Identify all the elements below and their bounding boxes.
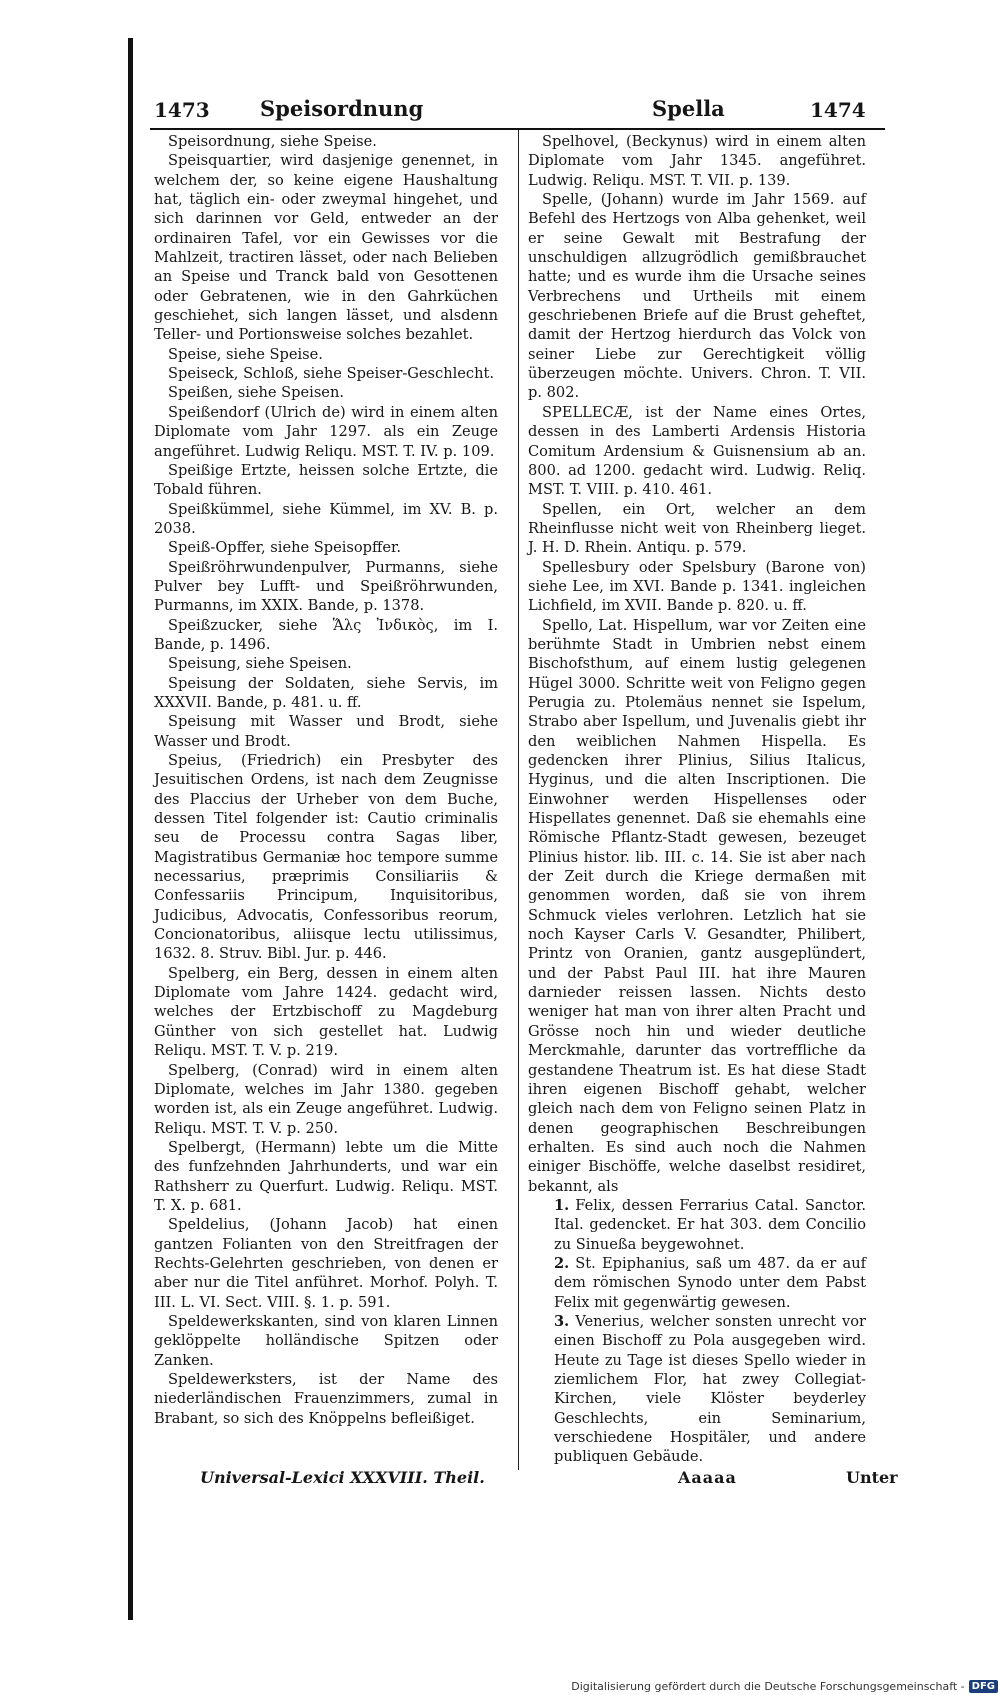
page-number-left: 1473: [154, 98, 210, 122]
book-page: [140, 82, 898, 1602]
lexicon-entry: Speiseck, Schloß, siehe Speiser-Geschlecht.: [168, 365, 494, 383]
lexicon-entry: Speisung der Soldaten, siehe Servis, im XXXVII. Bande, p. 481. u. ff.: [154, 674, 498, 711]
volume-signature: Universal-Lexici XXXVIII. Theil.: [200, 1468, 485, 1487]
header-word-left: Speisordnung: [260, 96, 424, 121]
list-item: [550, 1312, 866, 1467]
lexicon-entry: Speißen, siehe Speisen.: [168, 384, 344, 402]
page-number-right: 1474: [810, 98, 866, 122]
list-item-number: 2.: [554, 1254, 570, 1272]
sheet-mark: Aaaaa: [678, 1468, 737, 1487]
lexicon-entry: Speißige Ertzte, heissen solche Ertzte, die Tobald führen.: [154, 461, 498, 499]
list-item: [550, 1196, 866, 1254]
lexicon-entry: Speißkümmel, siehe Kümmel, im XV. B. p. 2038.: [154, 500, 498, 537]
lexicon-entry: Speißzucker, siehe Ἅλς Ἰνδικὸς, im I. Bande, p. 1496.: [154, 616, 498, 653]
lexicon-entry: SPELLECÆ, ist der Name eines Ortes, dessen in des Lamberti Ardensis Historia Comitum Ardensium & Guisnensium ab an. 800. ad 1200. gedacht wird. Ludwig. Reliq. MST. T. VIII. p. 410. 461.: [528, 403, 866, 499]
lexicon-entry: Speißröhrwundenpulver, Purmanns, siehe Pulver bey Lufft- und Speißröhrwunden, Purmanns, im XXIX. Bande, p. 1378.: [154, 558, 498, 615]
scan-binding-edge: [128, 38, 133, 1620]
lexicon-entry: Speisquartier, wird dasjenige genennet, in welchem der, so keine eigene Haushaltung hat, täglich ein- oder zweymal hingehet, und sich darinnen vor Geld, entweder an der ordinairen Tafel, vor ein Gewisses vor die Mahlzeit, tractiren lässet, oder nach Belieben an Speise und Tranck bald von Gesottenen oder Gebratenen, wie in den Gahrküchen geschiehet, sich langen lässet, und alsdenn Teller- und Portionsweise solches bezahlet.: [154, 152, 498, 344]
dfg-logo-icon: DFG: [969, 1680, 998, 1693]
lexicon-entry: Spelbergt, (Hermann) lebte um die Mitte des funfzehnden Jahrhunderts, und war ein Rathsherr zu Querfurt. Ludwig. Reliqu. MST. T. X. p. 681.: [154, 1138, 498, 1214]
column-divider: [518, 130, 519, 1470]
list-item: [550, 1254, 866, 1312]
lexicon-entry: Spello, Lat. Hispellum, war vor Zeiten eine berühmte Stadt in Umbrien nebst einem Bischofsthum, auf einem lustig gelegenen Hügel 3000. Schritte weit von Feligno gegen Perugia zu. Ptolemäus nennet sie Ispelum, Strabo aber Ispellum, und Juvenalis giebt ihr den weiblichen Nahmen Hispella. Es gedencken ihrer Plinius, Silius Italicus, Hyginus, und die alten Inscriptionen. Die Einwohner werden Hispellenses oder Hispellates genennet. Daß sie ehemahls eine Römische Pflantz-Stadt gewesen, bezeuget Plinius histor. lib. III. c. 14. Sie ist aber nach der Zeit durch die Kriege dermaßen mit genommen worden, daß sie von ihrem Schmuck vieles verlohren. Letzlich hat sie noch Kayser Carls V. Gesandter, Philibert, Printz von Oranien, gantz ausgeplündert, und der Pabst Paul III. hat ihre Mauren darnieder reissen lassen. Nichts desto weniger hat man von ihrer alten Pracht und Grösse noch hin und wieder deutliche Merckmahle, darunter das vortreffliche da gestandene Theatrum ist. Es hat diese Stadt ihren eigenen Bischoff gehabt, welcher gleich nach dem von Feligno seinen Platz in denen geographischen Beschreibungen erhalten. Es sind auch noch die Nahmen einiger Bischöffe, welche daselbst residiret, bekannt, als: [528, 616, 866, 1195]
lexicon-entry: Spelberg, ein Berg, dessen in einem alten Diplomate vom Jahre 1424. gedacht wird, welches der Ertzbischoff zu Magdeburg Günther von sich gestellet hat. Ludwig Reliqu. MST. T. V. p. 219.: [154, 964, 498, 1060]
right-column: [528, 132, 866, 1467]
lexicon-entry: Speisung mit Wasser und Brodt, siehe Wasser und Brodt.: [154, 713, 498, 750]
lexicon-entry: Speise, siehe Speise.: [168, 345, 323, 363]
lexicon-entry: Speisordnung, siehe Speise.: [168, 133, 377, 150]
running-header: [140, 94, 885, 128]
digitization-credit: [571, 1680, 998, 1693]
list-item-number: 1.: [554, 1196, 570, 1214]
lexicon-entry: Spellen, ein Ort, welcher an dem Rheinflusse nicht weit von Rheinberg lieget. J. H. D. Rhein. Antiqu. p. 579.: [528, 500, 866, 557]
lexicon-entry: Speiß-Opffer, siehe Speisopffer.: [168, 539, 402, 557]
lexicon-entry: Speisung, siehe Speisen.: [168, 655, 352, 673]
lexicon-entry: Speldewerksters, ist der Name des niederländischen Frauenzimmers, zumal in Brabant, so sich des Knöppelns befleißiget.: [154, 1371, 498, 1427]
left-column: [154, 132, 498, 1428]
right-column-entries: [528, 132, 866, 1196]
lexicon-entry: Spelberg, (Conrad) wird in einem alten Diplomate, welches im Jahr 1380. gegeben worden ist, als ein Zeuge angeführet. Ludwig. Reliqu. MST. T. V. p. 250.: [154, 1061, 498, 1137]
lexicon-entry: Speldewerkskanten, sind von klaren Linnen geklöppelte holländische Spitzen oder Zanken.: [154, 1312, 498, 1369]
lexicon-entry: Speldelius, (Johann Jacob) hat einen gantzen Folianten von den Streitfragen der Rechts-Gelehrten geschrieben, von denen er aber nur die Titel anführet. Morhof. Polyh. T. III. L. VI. Sect. VIII. §. 1. p. 591.: [154, 1216, 498, 1311]
bishop-list: [528, 1196, 866, 1467]
lexicon-entry: Speius, (Friedrich) ein Presbyter des Jesuitischen Ordens, ist nach dem Zeugnisse des Placcius der Urheber von dem Buche, dessen Titel folgender ist: Cautio criminalis seu de Processu contra Sagas liber, Magistratibus Germaniæ hoc tempore summe necessarius, præprimis Consiliariis & Confessariis Principum, Inquisitoribus, Judicibus, Advocatis, Confessoribus reorum, Concionatoribus, aliisque lectu utilissimus, 1632. 8. Struv. Bibl. Jur. p. 446.: [154, 752, 498, 963]
lexicon-entry: Speißendorf (Ulrich de) wird in einem alten Diplomate vom Jahr 1297. als ein Zeuge angeführet. Ludwig Reliqu. MST. T. IV. p. 109.: [154, 403, 498, 460]
lexicon-entry: Spellesbury oder Spelsbury (Barone von) siehe Lee, im XVI. Bande p. 1341. ingleichen Lichfield, im XVII. Bande p. 820. u. ff.: [528, 558, 866, 615]
list-item-text: Venerius, welcher sonsten unrecht vor einen Bischoff zu Pola ausgegeben wird. Heute zu Tage ist dieses Spello wieder in ziemlichem Flor, hat zwey Collegiat-Kirchen, viele Klöster beyderley Geschlechts, ein Seminarium, verschiedene Hospitäler, und andere publiquen Gebäude.: [554, 1312, 866, 1466]
header-word-right: Spella: [652, 96, 725, 121]
catchword: Unter: [846, 1468, 898, 1487]
lexicon-entry: Spelhovel, (Beckynus) wird in einem alten Diplomate vom Jahr 1345. angeführet. Ludwig. Reliqu. MST. T. VII. p. 139.: [528, 133, 866, 189]
digitization-note: Digitalisierung gefördert durch die Deutsche Forschungsgemeinschaft -: [571, 1680, 965, 1693]
list-item-text: Felix, dessen Ferrarius Catal. Sanctor. Ital. gedencket. Er hat 303. dem Concilio zu Sinueßa beygewohnet.: [554, 1196, 866, 1253]
list-item-text: St. Epiphanius, saß um 487. da er auf dem römischen Synodo unter dem Pabst Felix mit gegenwärtig gewesen.: [554, 1254, 866, 1311]
lexicon-entry: Spelle, (Johann) wurde im Jahr 1569. auf Befehl des Hertzogs von Alba gehenket, weil er seine Gewalt mit Bestrafung der unschuldigen allzugrödlich gemißbrauchet hatte; und es wurde ihm die Ursache seines Verbrechens und Urtheils mit einem geschriebenen Briefe auf die Brust geheftet, damit der Hertzog hierdurch das Volck von seiner Liebe zur Gerechtigkeit völlig überzeugen möchte. Univers. Chron. T. VII. p. 802.: [528, 191, 866, 402]
list-item-number: 3.: [554, 1312, 570, 1330]
